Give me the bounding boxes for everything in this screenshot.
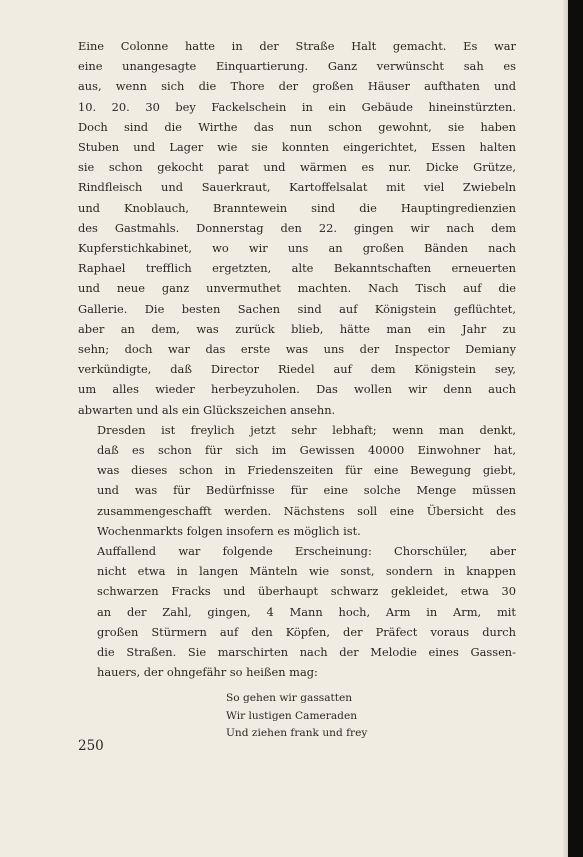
page-edge-shadow bbox=[562, 0, 568, 857]
text-line: schwarzen Fracks und überhaupt schwarz gekleidet, etwa 30 bbox=[97, 584, 516, 599]
text-line: Dresden ist freylich jetzt sehr lebhaft; wenn man denkt, bbox=[97, 422, 516, 437]
text-line: verkündigte, daß Director Riedel auf dem Königstein sey, bbox=[78, 362, 516, 377]
text-line: was dieses schon in Friedenszeiten für eine Bewegung giebt, bbox=[97, 463, 516, 478]
text-line: großen Stürmern auf den Köpfen, der Präfect voraus durch bbox=[97, 624, 516, 639]
verse-line: Wir lustigen Cameraden bbox=[226, 709, 358, 722]
verse-line: Und ziehen frank und frey bbox=[226, 727, 368, 740]
text-line: sehn; doch war das erste was uns der Inspector Demiany bbox=[78, 342, 516, 357]
body-text bbox=[78, 36, 516, 683]
text-line: abwarten und als ein Glückszeichen ansehn. bbox=[78, 402, 336, 417]
text-line: die Straßen. Sie marschirten nach der Melodie eines Gassen- bbox=[97, 645, 516, 660]
text-line: Eine Colonne hatte in der Straße Halt gemacht. Es war bbox=[78, 39, 516, 53]
verse-block bbox=[226, 690, 367, 743]
text-line: des Gastmahls. Donnerstag den 22. gingen wir nach dem bbox=[78, 220, 516, 235]
paragraph bbox=[78, 541, 516, 682]
text-line: Kupferstichkabinet, wo wir uns an großen Bänden nach bbox=[78, 241, 516, 256]
text-line: sie schon gekocht parat und wärmen es nur. Dicke Grütze, bbox=[78, 160, 516, 175]
text-line: 10. 20. 30 bey Fackelschein in ein Gebäude hineinstürzten. bbox=[78, 99, 516, 114]
paragraph bbox=[78, 420, 516, 541]
text-line: Stuben und Lager wie sie konnten eingerichtet, Essen halten bbox=[78, 140, 516, 155]
text-line: aber an dem, was zurück blieb, hätte man ein Jahr zu bbox=[78, 321, 516, 336]
text-line: aus, wenn sich die Thore der großen Häuser aufthaten und bbox=[78, 79, 516, 94]
text-line: eine unangesagte Einquartierung. Ganz verwünscht sah es bbox=[78, 59, 516, 74]
page-number: 250 bbox=[78, 738, 104, 754]
text-line: und was für Bedürfnisse für eine solche Menge müssen bbox=[97, 483, 516, 498]
text-line: Gallerie. Die besten Sachen sind auf Königstein geflüchtet, bbox=[78, 301, 516, 316]
text-line: zusammengeschafft werden. Nächstens soll eine Übersicht des bbox=[97, 503, 516, 518]
text-line: und neue ganz unvermuthet machten. Nach Tisch auf die bbox=[78, 281, 516, 296]
verse-line: So gehen wir gassatten bbox=[226, 692, 353, 704]
paragraph bbox=[78, 36, 516, 420]
text-line: Doch sind die Wirthe das nun schon gewohnt, sie haben bbox=[78, 119, 516, 134]
text-line: Raphael trefflich ergetzten, alte Bekanntschaften erneuerten bbox=[78, 261, 516, 276]
text-line: nicht etwa in langen Mänteln wie sonst, sondern in knappen bbox=[97, 564, 516, 579]
text-line: hauers, der ohngefähr so heißen mag: bbox=[97, 665, 318, 680]
text-line: Rindfleisch und Sauerkraut, Kartoffelsalat mit viel Zwiebeln bbox=[78, 180, 516, 195]
text-line: und Knoblauch, Branntewein sind die Hauptingredienzien bbox=[78, 200, 516, 215]
text-line: Wochenmarkts folgen insofern es möglich ist. bbox=[97, 523, 361, 538]
text-line: daß es schon für sich im Gewissen 40000 Einwohner hat, bbox=[97, 443, 516, 458]
text-line: Auffallend war folgende Erscheinung: Chorschüler, aber bbox=[97, 544, 516, 559]
text-line: an der Zahl, gingen, 4 Mann hoch, Arm in Arm, mit bbox=[97, 604, 516, 619]
text-line: um alles wieder herbeyzuholen. Das wollen wir denn auch bbox=[78, 382, 516, 397]
